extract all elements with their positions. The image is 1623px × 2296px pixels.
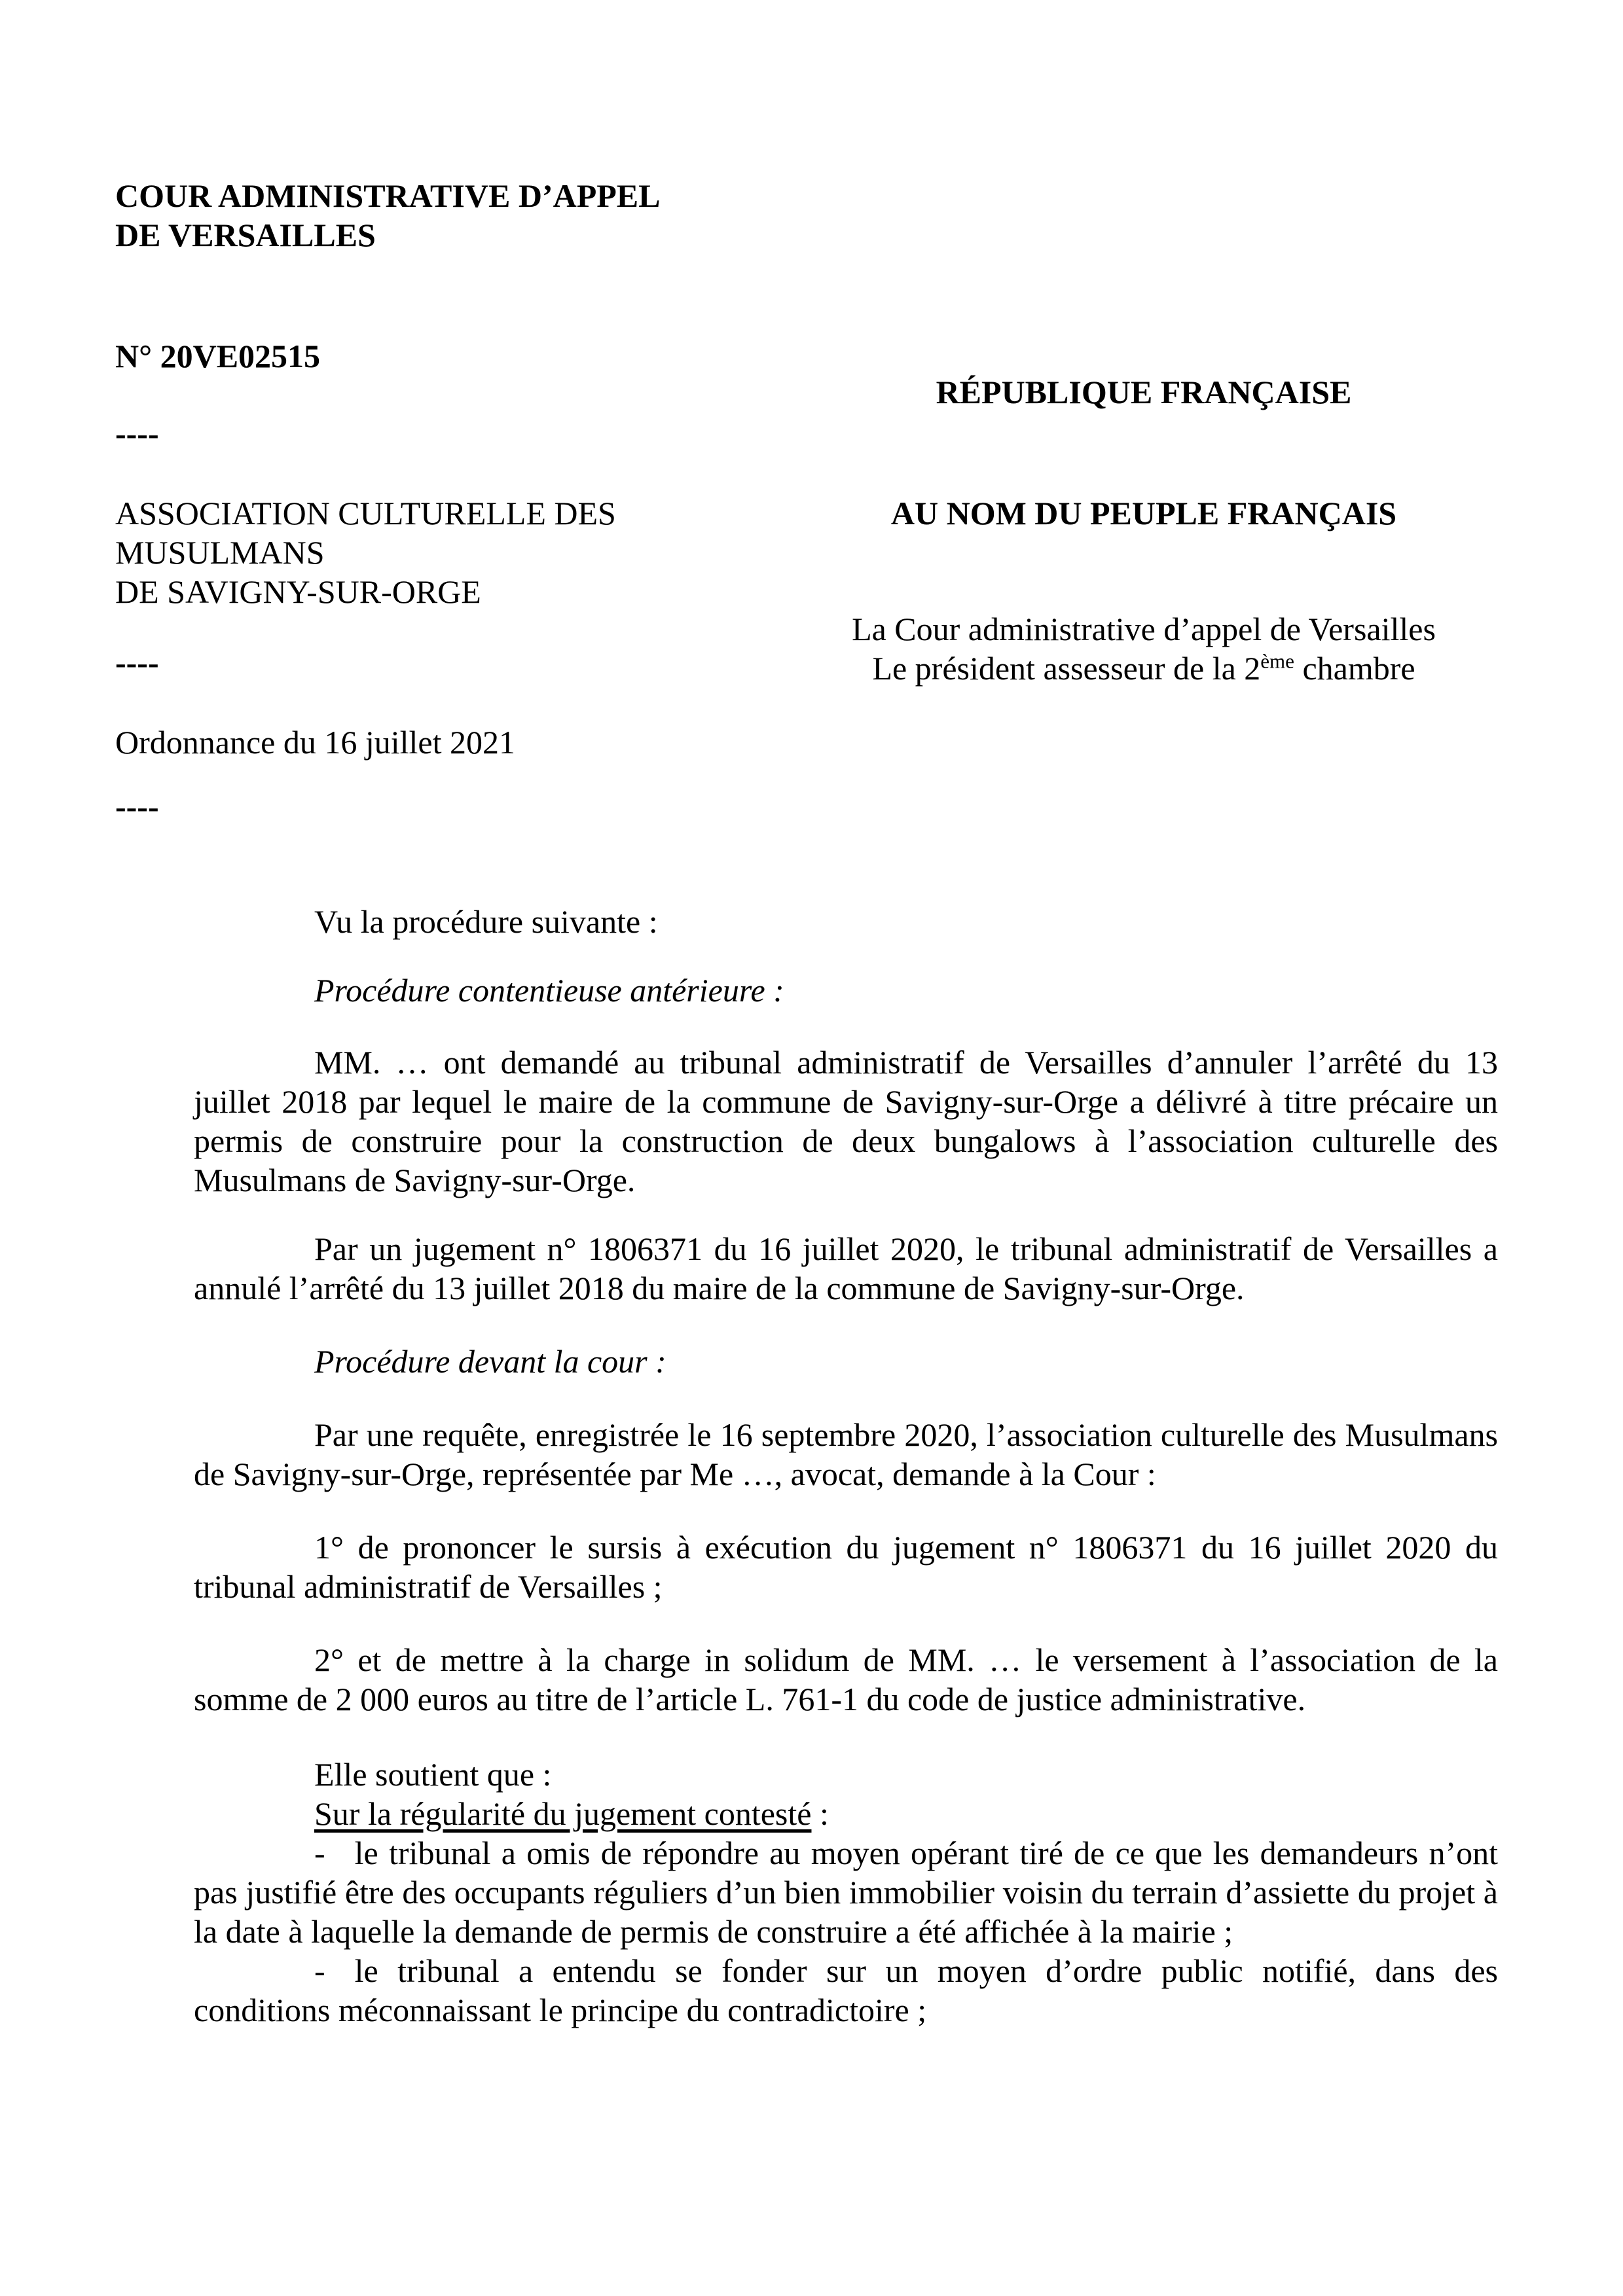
moyen-item-1-text: le tribunal a omis de répondre au moyen opérant tiré de ce que les demandeurs n’ont pas justifié être des occupants réguliers d’un bien immobilier voisin du terrain d’assiette du projet à la date à laquelle la demande de permis de construire a été affichée à la mairie ; bbox=[194, 1835, 1498, 1950]
issuing-court-lines bbox=[849, 609, 1438, 688]
president-line-ordinal: ème bbox=[1260, 649, 1294, 673]
appellant-name bbox=[115, 493, 616, 611]
issuing-court-line: La Cour administrative d’appel de Versailles bbox=[852, 611, 1436, 647]
paragraph-demande-tribunal: MM. … ont demandé au tribunal administratif de Versailles d’annuler l’arrêté du 13 juillet 2018 par lequel le maire de la commune de Savigny-sur-Orge a délivré à titre précaire un permis de construire pour la construction de deux bungalows à l’association culturelle des Musulmans de Savigny-sur-Orge. bbox=[194, 1044, 1498, 1198]
separator-dashes-2: ---- bbox=[115, 644, 159, 681]
moyen-item-1 bbox=[194, 1833, 1498, 1951]
president-line bbox=[849, 649, 1438, 688]
moyen-item-2-text: le tribunal a entendu se fonder sur un moyen d’ordre public notifié, dans des conditions méconnaissant le principe du contradictoire ; bbox=[194, 1952, 1498, 2028]
regularite-heading-text: Sur la régularité du jugement contesté bbox=[314, 1795, 812, 1832]
moyen-item-2-dash: - bbox=[314, 1952, 325, 1989]
court-name-line1: COUR ADMINISTRATIVE D’APPEL bbox=[115, 177, 661, 214]
paragraph-jugement: Par un jugement n° 1806371 du 16 juillet 2020, le tribunal administratif de Versailles a annulé l’arrêté du 13 juillet 2018 du maire de la commune de Savigny-sur-Orge. bbox=[194, 1230, 1498, 1306]
republique-title: RÉPUBLIQUE FRANÇAISE bbox=[936, 374, 1352, 410]
separator-dashes-1: ---- bbox=[115, 415, 159, 452]
regularite-heading bbox=[194, 1794, 1498, 1833]
moyen-item-2 bbox=[194, 1951, 1498, 2030]
president-line-suffix: chambre bbox=[1294, 650, 1415, 687]
appellant-name-line1: ASSOCIATION CULTURELLE DES bbox=[115, 495, 616, 531]
court-name-line2: DE VERSAILLES bbox=[115, 217, 376, 253]
procedure-anterieure-heading: Procédure contentieuse antérieure : bbox=[314, 972, 784, 1009]
ordonnance-date: Ordonnance du 16 juillet 2021 bbox=[115, 724, 515, 761]
paragraph-requete: Par une requête, enregistrée le 16 septembre 2020, l’association culturelle des Musulmans de Savigny-sur-Orge, représentée par Me …, avocat, demande à la Cour : bbox=[194, 1416, 1498, 1492]
paragraph-demande-2: 2° et de mettre à la charge in solidum de MM. … le versement à l’association de la somme de 2 000 euros au titre de l’article L. 761-1 du code de justice administrative. bbox=[194, 1641, 1498, 1717]
decision-body bbox=[194, 902, 1498, 2030]
appellant-name-line2: MUSULMANS bbox=[115, 534, 325, 571]
au-nom-title: AU NOM DU PEUPLE FRANÇAIS bbox=[890, 495, 1397, 531]
paragraph-demande-1: 1° de prononcer le sursis à exécution du jugement n° 1806371 du 16 juillet 2020 du tribunal administratif de Versailles ; bbox=[194, 1529, 1498, 1605]
regularite-heading-colon: : bbox=[811, 1795, 829, 1832]
separator-dashes-3: ---- bbox=[115, 788, 159, 825]
moyen-item-1-dash: - bbox=[314, 1835, 325, 1871]
case-number: N° 20VE02515 bbox=[115, 338, 321, 374]
vu-procedure-line: Vu la procédure suivante : bbox=[314, 903, 658, 940]
elle-soutient-line: Elle soutient que : bbox=[314, 1756, 552, 1793]
president-line-prefix: Le président assesseur de la 2 bbox=[872, 650, 1261, 687]
appellant-name-line3: DE SAVIGNY-SUR-ORGE bbox=[115, 573, 481, 610]
procedure-cour-heading: Procédure devant la cour : bbox=[314, 1343, 666, 1380]
court-name bbox=[115, 176, 660, 255]
